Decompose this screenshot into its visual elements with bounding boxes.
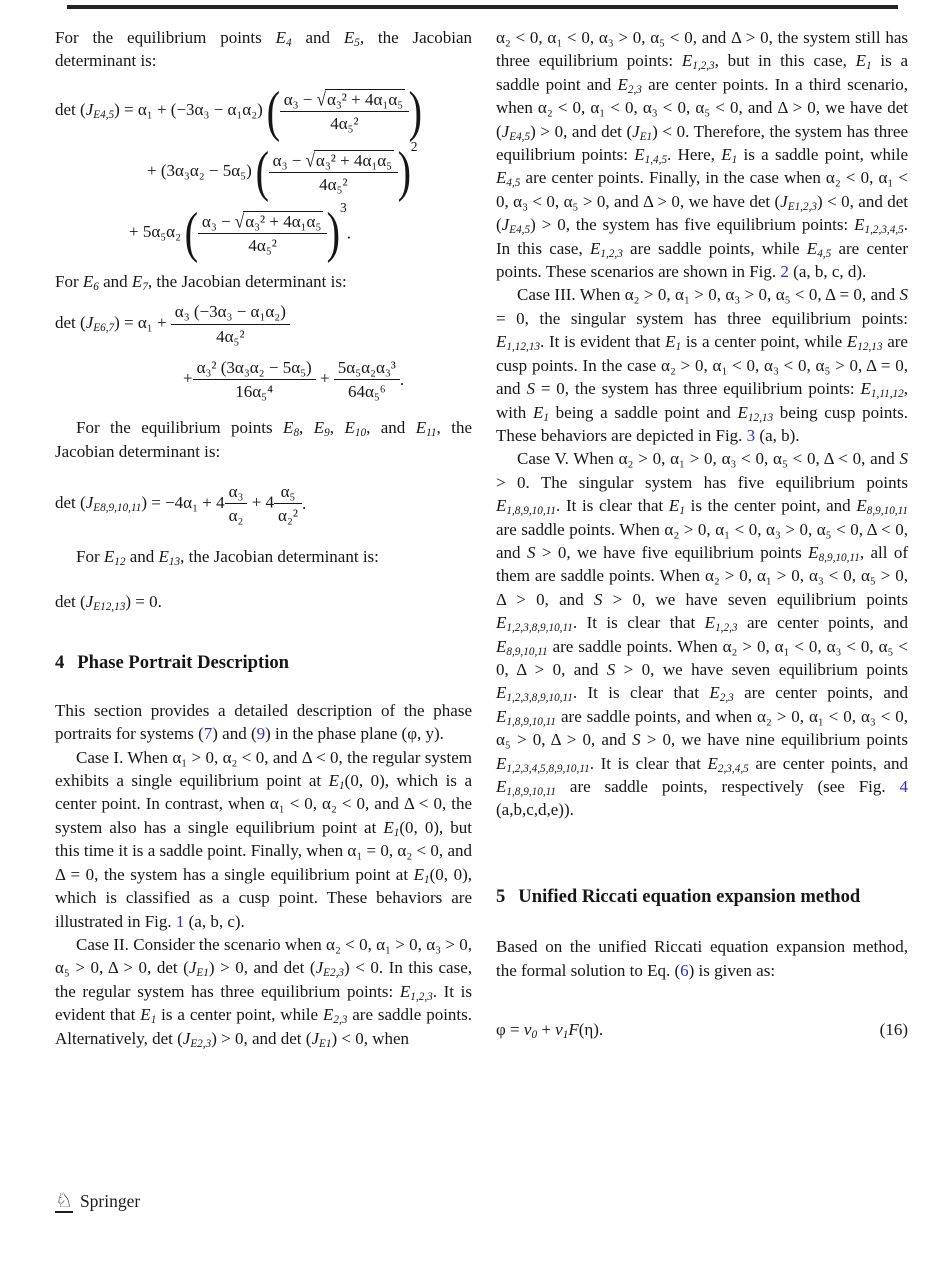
equation-number: (16) (879, 1019, 908, 1039)
fraction: $\frac{\text{α₃² (3α₃α₂ − 5α₅)}}{\text{16α₅⁴}}$ (193, 357, 316, 403)
section-title: Phase Portrait Description (77, 651, 290, 673)
paragraph-case3: Case III. When α₂ > 0, α₁ > 0, α₃ > 0, α₅ < 0, Δ = 0, and S = 0, the singular system has three equilibrium points: $E_{1,12,13}$. It is evident that $E_1$ is a center point, while $E_{12,13}$ are cusp points. In the case α₂ > 0, α₁ < 0, α₃ < 0, α₅ > 0, Δ = 0, and S = 0, the system has three equilibrium points: $E_{1,11,12}$, with $E_1$ being a saddle point and $E_{12,13}$ being cusp points. These behaviors are depicted in Fig. 3 (a, b). (496, 285, 908, 445)
equation-16 (496, 1018, 908, 1041)
radical-sign: √ (316, 88, 326, 110)
fraction: $\frac{\text{α₃ − √α₃² + 4α₁α₅}}{\text{4α₅²}}$ (280, 89, 409, 135)
equation-det-e67 (55, 301, 472, 402)
publisher-name: Springer (79, 1191, 141, 1211)
section-number: 4 (55, 651, 65, 673)
publisher-footer (55, 1190, 140, 1213)
paragraph-case2-continued: α₂ < 0, α₁ < 0, α₃ > 0, α₅ < 0, and Δ > 0, the system still has three equilibrium points: $E_{1,2,3}$, but in this case, $E_1$ is a saddle point and $E_{2,3}$ are center points. In a third scenario, when α₂ < 0, α₁ < 0, α₃ < 0, α₅ < 0, and Δ > 0, we have $\det (J_{E4,5}) > 0$, and $\det (J_{E1}) < 0$. Therefore, the system has three equilibrium points: $E_{1,4,5}$. Here, $E_1$ is a saddle point, while $E_{4,5}$ are center points. Finally, in the case when α₂ < 0, α₁ < 0, α₃ < 0, α₅ > 0, and Δ > 0, we have $\det (J_{E1,2,3}) < 0$, and $\det (J_{E4,5}) > 0$, the system has five equilibrium points: $E_{1,2,3,4,5}$. In this case, $E_{1,2,3}$ are saddle points, while $E_{4,5}$ are center points. These scenarios are shown in Fig. 2 (a, b, c, d). (496, 28, 909, 282)
reference-link[interactable]: 9 (256, 724, 266, 744)
reference-link[interactable]: 2 (780, 262, 789, 282)
radical-sign: √ (234, 210, 245, 232)
paragraph-section4-intro: This section provides a detailed description of the phase portraits for systems (7) and (9) in the phase plane (φ, y). (55, 700, 472, 744)
reference-link[interactable]: 3 (746, 425, 756, 445)
springer-logo-icon: ♘ (55, 1188, 73, 1212)
equation-det-e1213 (55, 590, 472, 613)
equation-line: + $\frac{\text{α₃² (3α₃α₂ − 5α₅)}}{\text{16α₅⁴}}$ + $\frac{\text{5α₅α₂α₃³}}{\text{64α₅⁶}}$ . (183, 357, 405, 402)
top-rule (67, 5, 898, 9)
fraction: $\frac{\text{α₃ − √α₃² + 4α₁α₅}}{\text{4α₅²}}$ (198, 211, 327, 257)
section-number: 5 (496, 885, 506, 907)
left-column (55, 26, 472, 1050)
equation-line: $\det (J_{E4,5}) = \alpha_1 + (-3\alpha_3 - \alpha_1\alpha_2)$ ( $\frac{\text{α₃ − √α₃² + 4α₁α₅}}{\text{4α₅²}}$ ) (55, 80, 423, 143)
paragraph-e45-intro: For the equilibrium points $E_4$ and $E_5$, the Jacobian determinant is: (55, 28, 472, 71)
radical-sign: √ (305, 149, 315, 171)
paragraph-e1213-intro: For $E_{12}$ and $E_{13}$, the Jacobian determinant is: (76, 546, 379, 568)
paragraph-case5: Case V. When α₂ > 0, α₁ > 0, α₃ < 0, α₅ < 0, Δ < 0, and S > 0. The singular system has five equilibrium points $E_{1,8,9,10,11}$. It is clear that $E_1$ is the center point, and $E_{8,9,10,11}$ are saddle points. When α₂ > 0, α₁ < 0, α₃ > 0, α₅ < 0, Δ < 0, and S > 0, we have five equilibrium points $E_{8,9,10,11}$, all of them are saddle points. When α₂ > 0, α₁ > 0, α₃ < 0, α₅ > 0, Δ > 0, and S > 0, we have seven equilibrium points $E_{1,2,3,8,9,10,11}$. It is clear that $E_{1,2,3}$ are center points, and $E_{8,9,10,11}$ are saddle points. When α₂ > 0, α₁ < 0, α₃ < 0, α₅ < 0, Δ > 0, and S > 0, we have seven equilibrium points $E_{1,2,3,8,9,10,11}$. It is clear that $E_{2,3}$ are center points, and $E_{1,8,9,10,11}$ are saddle points, and when α₂ > 0, α₁ < 0, α₃ < 0, α₅ > 0, Δ > 0, and S > 0, we have nine equilibrium points $E_{1,2,3,4,5,8,9,10,11}$. It is clear that $E_{2,3,4,5}$ are center points, and $E_{1,8,9,10,11}$ are saddle points, respectively (see Fig. 4 (a,b,c,d,e)). (496, 449, 909, 820)
fraction: $\frac{\text{5α₅α₂α₃³}}{\text{64α₅⁶}}$ (334, 357, 400, 403)
equation-line: $\det (J_{E12,13}) = 0$. (55, 592, 162, 614)
equation-line: + (3α₃α₂ − 5α₅) ( $\frac{\text{α₃ − √α₃² + 4α₁α₅}}{\text{4α₅²}}$ )$^2$ (147, 139, 418, 204)
fraction: $\frac{\text{α₃ (−3α₃ − α₁α₂)}}{\text{4α₅²}}$ (171, 301, 290, 347)
paragraph-riccati-intro: Based on the unified Riccati equation expansion method, the formal solution to Eq. (6) is given as: (496, 937, 908, 980)
reference-link[interactable]: 1 (175, 911, 185, 931)
paragraph-case1: Case I. When α₁ > 0, α₂ < 0, and Δ < 0, the regular system exhibits a single equilibrium point at $E_1(0$, 0), which is a center point. In contrast, when α₁ < 0, α₂ < 0, and Δ < 0, the system also has a single equilibrium point at $E_1(0$, 0), but this time it is a saddle point. Finally, when α₁ = 0, α₂ < 0, and Δ = 0, the system has a single equilibrium point at $E_1(0$, 0), which is classified as a cusp point. These behaviors are illustrated in Fig. 1 (a, b, c). (55, 747, 473, 931)
fraction: $\frac{\text{α₃ − √α₃² + 4α₁α₅}}{\text{4α₅²}}$ (269, 150, 398, 196)
paragraph-e67-intro: For $E_6$ and $E_7$, the Jacobian determinant is: (55, 272, 347, 293)
equation-line: + 5α₅α₂ ( $\frac{\text{α₃ − √α₃² + 4α₁α₅}}{\text{4α₅²}}$ )$^3$. (129, 200, 352, 265)
equation-det-e8911 (55, 481, 472, 527)
reference-link[interactable]: 4 (899, 777, 908, 796)
equation-16-body: $\varphi = v_0 + v_1F(\eta)$. (496, 1019, 604, 1041)
exponent: 2 (410, 139, 418, 155)
reference-link[interactable]: 7 (203, 724, 213, 744)
equation-det-e45 (55, 80, 472, 265)
paragraph-e8911-intro: For the equilibrium points $E_8$, $E_9$, $E_{10}$, and $E_{11}$, the Jacobian determinant is: (55, 418, 472, 461)
paragraph-case2: Case II. Consider the scenario when α₂ < 0, α₁ > 0, α₃ > 0, α₅ > 0, Δ > 0, $\det (J_{E1}) > 0$, and $\det (J_{E2,3}) < 0$. In this case, the regular system has three equilibrium points: $E_{1,2,3}$. It is evident that $E_1$ is a center point, while $E_{2,3}$ are saddle points. Alternatively, $\det (J_{E2,3}) > 0$, and $\det (J_{E1}) < 0$, when (55, 934, 473, 1050)
reference-link[interactable]: 6 (680, 960, 689, 980)
section-heading-4 (55, 652, 472, 674)
section-heading-5 (496, 886, 908, 908)
fraction: $\frac{\text{α₃}}{\text{α₂}}$ (225, 481, 248, 527)
exponent: 3 (340, 200, 347, 216)
equation-line: $\det (J_{E6,7}) = \alpha_1$ + $\frac{\text{α₃ (−3α₃ − α₁α₂)}}{\text{4α₅²}}$ (55, 301, 472, 347)
section-title: Unified Riccati equation expansion method (518, 885, 861, 907)
equation-line: $\det (J_{E8,9,10,11}) = -4\alpha_1 + 4$ $\frac{\text{α₃}}{\text{α₂}}$ + 4 $\frac{\text{α₅}}{\text{α₂²}}$ . (55, 482, 307, 526)
fraction: $\frac{\text{α₅}}{\text{α₂²}}$ (274, 481, 302, 527)
right-column (496, 26, 908, 1041)
